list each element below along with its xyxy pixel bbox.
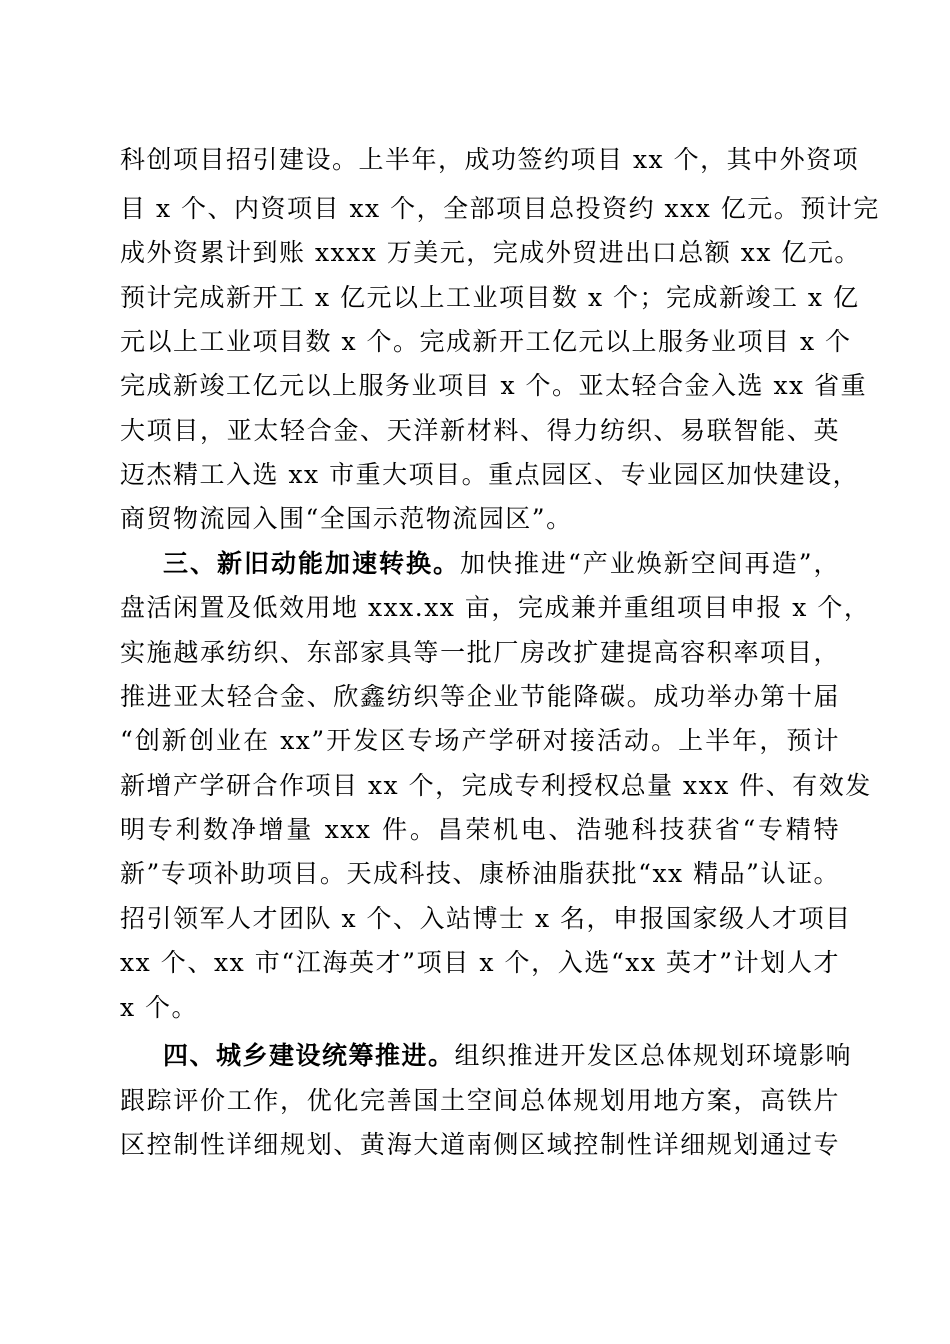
section-heading-line <box>163 1036 853 1076</box>
paragraph-line: 成外资累计到账 xxxx 万美元，完成外贸进出口总额 xx 亿元。 <box>120 238 861 267</box>
paragraph-line: 新”专项补助项目。天成科技、康桥油脂获批“xx 精品”认证。 <box>120 859 840 888</box>
paragraph-line: 科创项目招引建设。上半年，成功签约项目 xx 个，其中外资项 <box>120 145 860 174</box>
paragraph-line: xx 个、xx 市“江海英才”项目 x 个，入选“xx 英才”计划人才 <box>120 948 840 977</box>
paragraph-text: 组织推进开发区总体规划环境影响 <box>454 1041 853 1070</box>
section-heading: 三、新旧动能加速转换。 <box>163 549 460 578</box>
paragraph-line: 大项目，亚太轻合金、天洋新材料、得力纺织、易联智能、英 <box>120 416 840 445</box>
paragraph-line: 预计完成新开工 x 亿元以上工业项目数 x 个；完成新竣工 x 亿 <box>120 283 860 312</box>
paragraph-line: 明专利数净增量 xxx 件。昌荣机电、浩驰科技获省“专精特 <box>120 815 840 844</box>
paragraph-line: 完成新竣工亿元以上服务业项目 x 个。亚太轻合金入选 xx 省重 <box>120 371 868 400</box>
paragraph-line: 推进亚太轻合金、欣鑫纺织等企业节能降碳。成功举办第十届 <box>120 682 840 711</box>
paragraph-line: 跟踪评价工作，优化完善国土空间总体规划用地方案，高铁片 <box>120 1086 840 1115</box>
paragraph-line: “创新创业在 xx”开发区专场产学研对接活动。上半年，预计 <box>120 726 840 755</box>
section-heading: 四、城乡建设统筹推进。 <box>163 1041 455 1070</box>
paragraph-text: 加快推进“产业焕新空间再造”， <box>459 549 840 578</box>
section-heading-line <box>163 544 840 584</box>
paragraph-line: 目 x 个、内资项目 xx 个，全部项目总投资约 xxx 亿元。预计完 <box>120 194 880 223</box>
paragraph-line: 商贸物流园入围“全国示范物流园区”。 <box>120 504 573 533</box>
paragraph-line: 迈杰精工入选 xx 市重大项目。重点园区、专业园区加快建设， <box>120 460 860 489</box>
paragraph-line: 招引领军人才团队 x 个、入站博士 x 名，申报国家级人才项目 <box>120 904 852 933</box>
paragraph-line: 元以上工业项目数 x 个。完成新开工亿元以上服务业项目 x 个 <box>120 327 852 356</box>
paragraph-line: 实施越承纺织、东部家具等一批厂房改扩建提高容积率项目， <box>120 638 840 667</box>
paragraph-line: 盘活闲置及低效用地 xxx.xx 亩，完成兼并重组项目申报 x 个， <box>120 593 871 622</box>
paragraph-line: 区控制性详细规划、黄海大道南侧区域控制性详细规划通过专 <box>120 1130 840 1159</box>
paragraph-line: 新增产学研合作项目 xx 个，完成专利授权总量 xxx 件、有效发 <box>120 771 872 800</box>
paragraph-line: x 个。 <box>120 993 199 1022</box>
